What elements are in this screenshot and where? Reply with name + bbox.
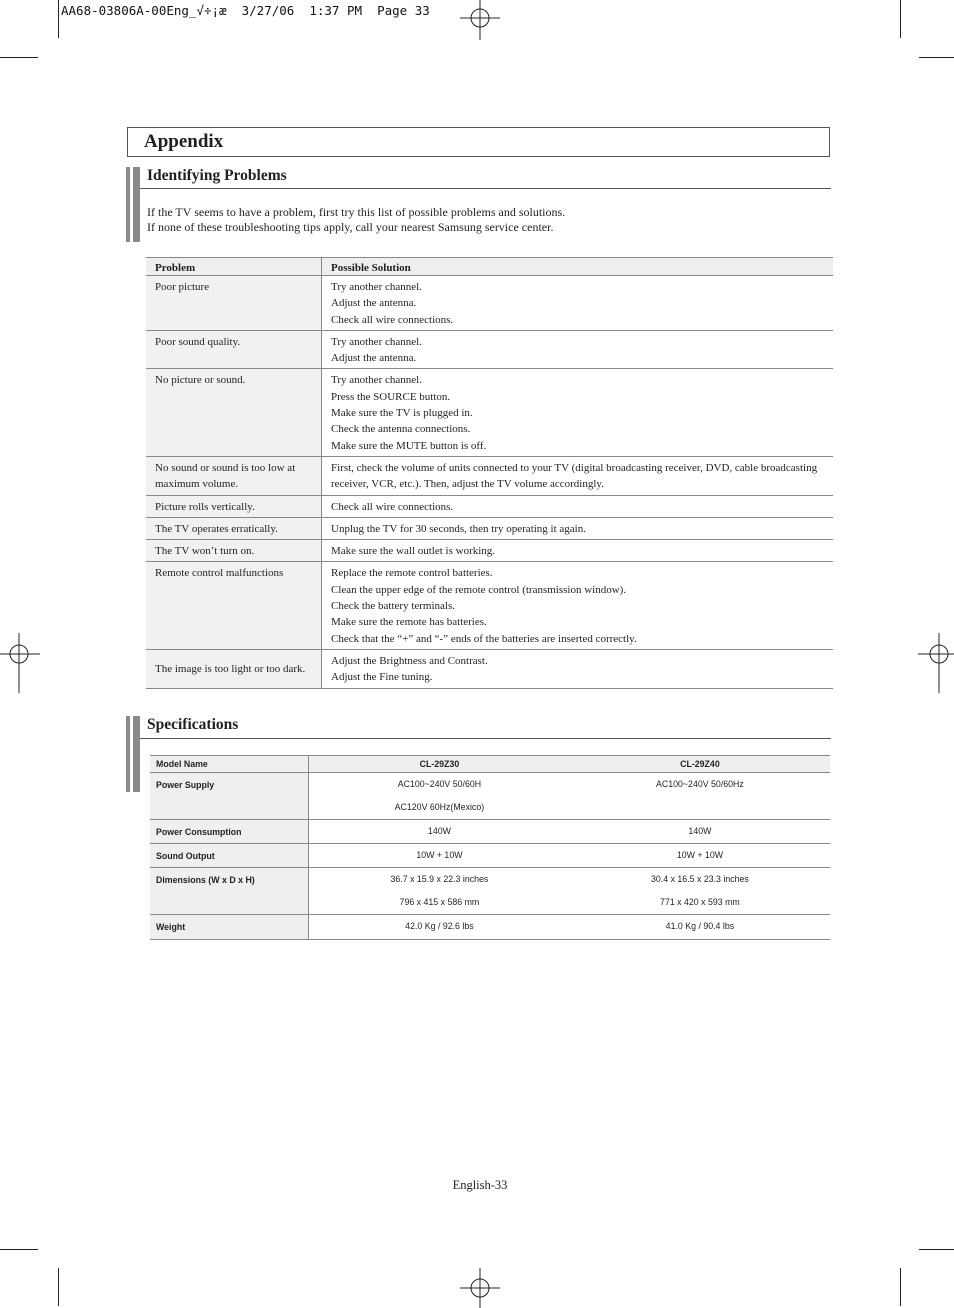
page-title: Appendix: [144, 131, 224, 152]
spec-model-2: CL-29Z40: [570, 756, 830, 773]
spec-value-model1: [309, 915, 570, 940]
spec-value-line: AC100~240V 50/60Hz: [656, 779, 744, 789]
spec-value-model2: [570, 773, 830, 820]
printer-slug: AA68-03806A-00Eng_√÷¡æ 3/27/06 1:37 PM Page 33: [61, 3, 430, 18]
table-row: [150, 820, 830, 844]
appendix-header-box: [127, 127, 830, 157]
solution-line: Press the SOURCE button.: [331, 390, 451, 403]
column-header-solution: Possible Solution: [322, 258, 834, 276]
spec-value-line: 771 x 420 x 593 mm: [660, 897, 740, 907]
spec-value-model1: [309, 773, 570, 820]
problem-cell: The TV operates erratically.: [146, 517, 322, 539]
spec-value-model1: [309, 820, 570, 844]
spec-label-model-name: Model Name: [150, 756, 309, 773]
intro-text: [147, 205, 827, 235]
solution-line: Adjust the Fine tuning.: [331, 671, 433, 684]
spec-label: Weight: [150, 915, 309, 940]
spec-label: Dimensions (W x D x H): [150, 868, 309, 915]
spec-value-line: 36.7 x 15.9 x 22.3 inches: [390, 874, 489, 884]
solution-line: Check the antenna connections.: [331, 423, 471, 436]
problem-cell: Remote control malfunctions: [146, 562, 322, 649]
specifications-table: [150, 755, 830, 940]
problem-cell: No picture or sound.: [146, 369, 322, 456]
solution-line: Make sure the remote has batteries.: [331, 616, 487, 629]
registration-mark-left-icon: [0, 633, 40, 693]
problems-table-body: [146, 276, 833, 689]
solution-line: Unplug the TV for 30 seconds, then try operating it again.: [331, 522, 586, 535]
solution-line: Try another channel.: [331, 335, 422, 348]
solution-cell: [322, 495, 834, 517]
table-row: [146, 517, 833, 539]
specifications-title: Specifications: [147, 716, 239, 733]
spec-value-line: AC100~240V 50/60H: [397, 779, 482, 789]
solution-line: Adjust the antenna.: [331, 297, 417, 310]
solution-line: First, check the volume of units connected to your TV (digital broadcasting receiver, DVD, cable broadcasting receiver, VCR, etc.). Then, adjust the TV volume accordingly.: [331, 461, 818, 491]
section-divider: [140, 188, 831, 189]
table-header-row: [150, 756, 830, 773]
spec-value-line: 41.0 Kg / 90.4 lbs: [665, 921, 735, 931]
registration-mark-top-icon: [460, 0, 500, 40]
table-header-row: [146, 258, 833, 276]
table-row: [146, 649, 833, 688]
solution-cell: [322, 517, 834, 539]
solution-line: Check all wire connections.: [331, 500, 454, 513]
spec-value-line: 42.0 Kg / 92.6 lbs: [405, 921, 474, 931]
section-marker: [126, 716, 140, 792]
solution-cell: [322, 456, 834, 495]
table-row: [150, 915, 830, 940]
page-footer: [0, 1178, 954, 1193]
table-row: [146, 330, 833, 369]
solution-line: Make sure the wall outlet is working.: [331, 545, 496, 558]
spec-value-line: 140W: [688, 826, 712, 836]
column-header-problem: Problem: [146, 258, 322, 276]
problems-table: [146, 257, 833, 689]
problem-cell: Poor sound quality.: [146, 330, 322, 369]
solution-cell: [322, 562, 834, 649]
spec-value-model2: [570, 820, 830, 844]
solution-line: Replace the remote control batteries.: [331, 567, 493, 580]
identifying-problems-title: Identifying Problems: [147, 167, 287, 184]
table-row: [146, 495, 833, 517]
spec-value-line: 10W + 10W: [676, 850, 724, 860]
spec-value-line: 796 x 415 x 586 mm: [399, 897, 480, 907]
table-row: [146, 369, 833, 456]
table-row: [146, 540, 833, 562]
solution-line: Check the battery terminals.: [331, 600, 456, 613]
solution-cell: [322, 330, 834, 369]
solution-line: Check all wire connections.: [331, 313, 454, 326]
solution-cell: [322, 369, 834, 456]
solution-line: Try another channel.: [331, 374, 422, 387]
solution-cell: [322, 540, 834, 562]
solution-line: Adjust the antenna.: [331, 352, 417, 365]
problem-cell: Poor picture: [146, 276, 322, 331]
table-row: [146, 562, 833, 649]
spec-label: Power Consumption: [150, 820, 309, 844]
section-divider: [140, 738, 831, 739]
problem-cell: No sound or sound is too low at maximum volume.: [146, 456, 322, 495]
spec-value-model2: [570, 868, 830, 915]
spec-value-model2: [570, 844, 830, 868]
registration-mark-bottom-icon: [460, 1268, 500, 1308]
intro-line: If the TV seems to have a problem, first try this list of possible problems and solutions.: [147, 205, 566, 219]
spec-label: Power Supply: [150, 773, 309, 820]
intro-line: If none of these troubleshooting tips apply, call your nearest Samsung service center.: [147, 220, 554, 234]
table-row: [150, 868, 830, 915]
problem-cell: Picture rolls vertically.: [146, 495, 322, 517]
solution-cell: [322, 276, 834, 331]
spec-value-line: 140W: [427, 826, 451, 836]
solution-line: Make sure the MUTE button is off.: [331, 439, 487, 452]
specifications-table-body: [150, 773, 830, 940]
solution-line: Clean the upper edge of the remote control (transmission window).: [331, 583, 627, 596]
table-row: [150, 773, 830, 820]
page-number: English-33: [452, 1178, 508, 1192]
spec-value-line: AC120V 60Hz(Mexico): [394, 802, 485, 812]
solution-line: Try another channel.: [331, 281, 422, 293]
solution-cell: [322, 649, 834, 688]
spec-value-model1: [309, 868, 570, 915]
spec-value-line: 30.4 x 16.5 x 23.3 inches: [651, 874, 749, 884]
problem-cell: The TV won’t turn on.: [146, 540, 322, 562]
problem-cell: The image is too light or too dark.: [146, 649, 322, 688]
spec-value-model1: [309, 844, 570, 868]
section-marker: [126, 167, 140, 242]
solution-line: Adjust the Brightness and Contrast.: [331, 654, 488, 667]
solution-line: Check that the “+” and “-” ends of the batteries are inserted correctly.: [331, 632, 637, 645]
table-row: [146, 276, 833, 331]
table-row: [146, 456, 833, 495]
spec-value-model2: [570, 915, 830, 940]
spec-value-line: 10W + 10W: [416, 850, 463, 860]
table-row: [150, 844, 830, 868]
registration-mark-right-icon: [918, 633, 954, 693]
solution-line: Make sure the TV is plugged in.: [331, 407, 473, 420]
spec-label: Sound Output: [150, 844, 309, 868]
spec-model-1: CL-29Z30: [309, 756, 570, 773]
